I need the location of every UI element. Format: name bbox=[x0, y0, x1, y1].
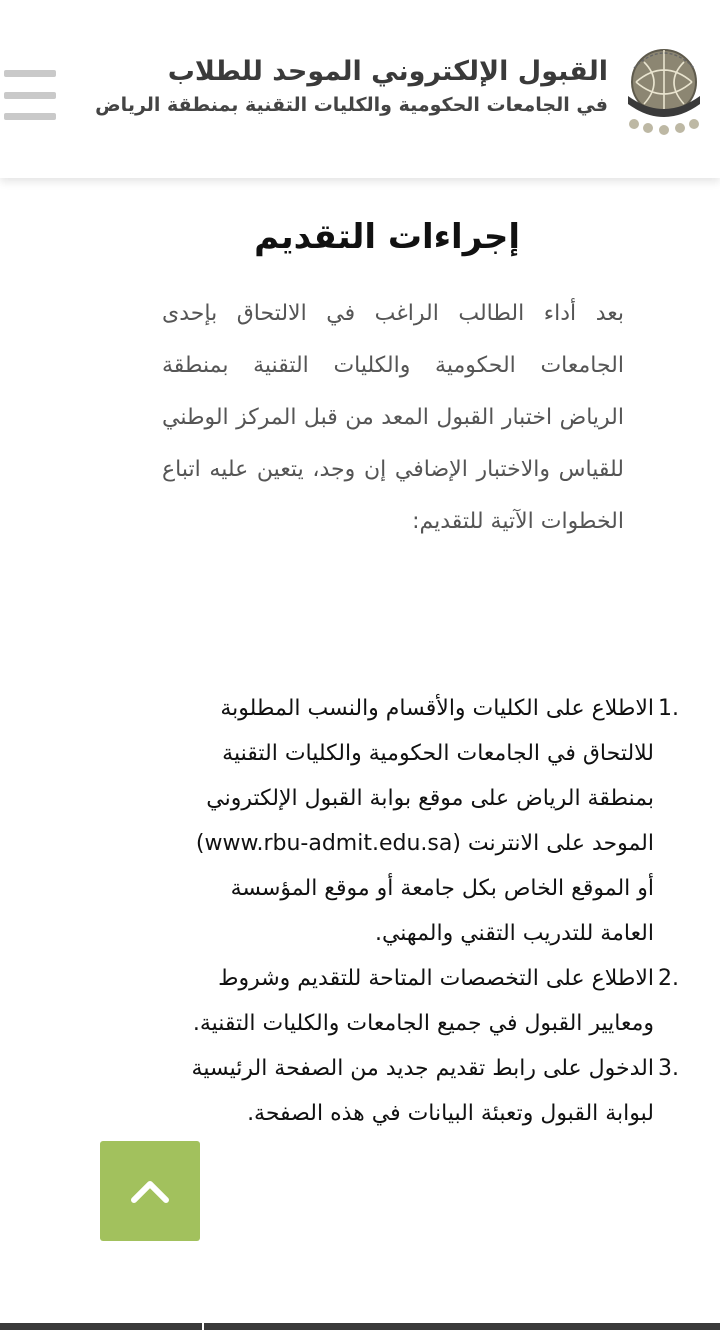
portal-url: (www.rbu-admit.edu.sa) bbox=[195, 831, 461, 856]
step-text: الاطلاع على الكليات والأقسام والنسب المطلوبة للالتحاق في الجامعات الحكومية والكليات التقنية بمنطقة الرياض على موقع بوابة القبول الإلكتروني الموحد على الانترنت bbox=[206, 696, 654, 856]
site-subtitle: في الجامعات الحكومية والكليات التقنية بمنطقة الرياض bbox=[95, 94, 608, 116]
chevron-up-icon bbox=[128, 1176, 172, 1206]
globe-book-logo-icon[interactable] bbox=[614, 38, 714, 138]
step-number: 2. bbox=[658, 966, 679, 991]
step-text: أو الموقع الخاص بكل جامعة أو موقع المؤسسة العامة للتدريب التقني والمهني. bbox=[230, 876, 654, 946]
list-item bbox=[184, 686, 679, 956]
back-to-top-button[interactable] bbox=[100, 1141, 200, 1241]
step-text: الدخول على رابط تقديم جديد من الصفحة الرئيسية لبوابة القبول وتعبئة البيانات في هذه الصفحة. bbox=[191, 1056, 654, 1126]
site-title-block[interactable] bbox=[48, 54, 608, 120]
step-text: الاطلاع على التخصصات المتاحة للتقديم وشروط ومعايير القبول في جميع الجامعات والكليات التقنية. bbox=[192, 966, 654, 1036]
intro-paragraph: بعد أداء الطالب الراغب في الالتحاق بإحدى الجامعات الحكومية والكليات التقنية بمنطقة الرياض اختبار القبول المعد من قبل المركز الوطني للقياس والاختبار الإضافي إن وجد، يتعين عليه اتباع الخطوات الآتية للتقديم: bbox=[162, 301, 624, 534]
steps-list bbox=[184, 686, 679, 1136]
site-header bbox=[0, 0, 720, 178]
bottom-bar-marker bbox=[202, 1321, 204, 1330]
page-title: إجراءات التقديم bbox=[254, 217, 520, 257]
list-item bbox=[184, 956, 679, 1046]
step-number: 3. bbox=[658, 1056, 679, 1081]
list-item bbox=[184, 1046, 679, 1136]
site-title: القبول الإلكتروني الموحد للطلاب bbox=[167, 56, 608, 87]
bottom-bar bbox=[0, 1323, 720, 1330]
step-number: 1. bbox=[658, 696, 679, 721]
